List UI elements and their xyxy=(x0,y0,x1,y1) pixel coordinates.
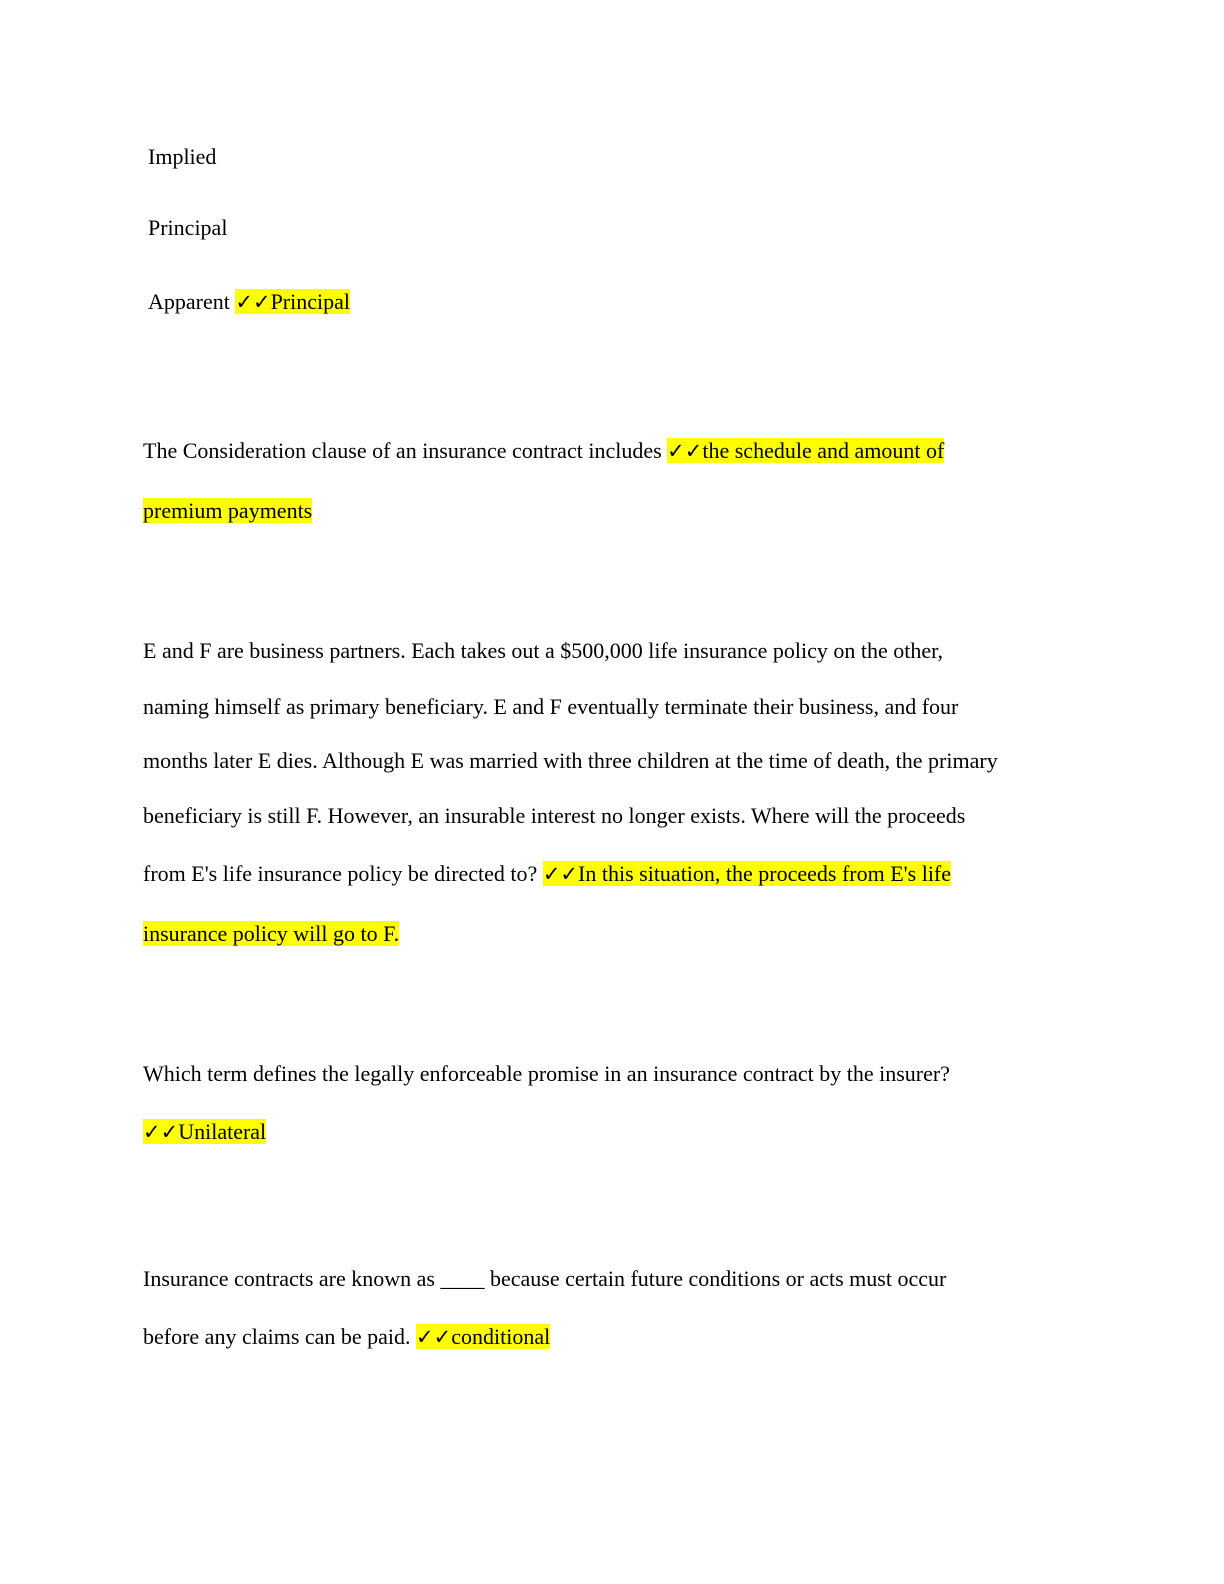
question-partners-line-2 xyxy=(143,692,958,722)
double-check-icon: ✓✓ xyxy=(416,1325,452,1349)
double-check-icon: ✓✓ xyxy=(235,290,271,314)
option-text: Principal xyxy=(148,215,228,240)
double-check-icon: ✓✓ xyxy=(542,862,579,886)
option-apparent xyxy=(148,287,350,317)
question-partners-line-5 xyxy=(143,859,951,889)
answer-highlight xyxy=(543,861,951,886)
question-consideration-line-2 xyxy=(143,496,312,526)
question-text: from E's life insurance policy be directed to? xyxy=(143,861,543,886)
answer-highlight xyxy=(667,438,944,463)
option-principal xyxy=(148,213,227,243)
question-text: before any claims can be paid. xyxy=(143,1324,417,1349)
question-promise-line-2 xyxy=(143,1117,266,1147)
answer-highlight xyxy=(235,289,350,314)
question-text: Insurance contracts are known as ____ because certain future conditions or acts must occur xyxy=(143,1266,947,1291)
question-text: naming himself as primary beneficiary. E and F eventually terminate their business, and four xyxy=(143,694,959,719)
question-consideration-line-1 xyxy=(143,436,944,466)
question-text: Which term defines the legally enforceable promise in an insurance contract by the insurer? xyxy=(143,1061,950,1086)
answer-text: In this situation, the proceeds from E's life xyxy=(578,861,952,886)
question-text: months later E dies. Although E was married with three children at the time of death, the primary xyxy=(143,748,998,773)
question-partners-line-3 xyxy=(143,746,998,776)
answer-text: conditional xyxy=(451,1324,551,1349)
question-text: beneficiary is still F. However, an insurable interest no longer exists. Where will the proceeds xyxy=(143,803,966,828)
answer-text: the schedule and amount of xyxy=(702,438,945,463)
question-promise-line-1 xyxy=(143,1059,950,1089)
question-conditional-line-1 xyxy=(143,1264,946,1294)
answer-highlight: insurance policy will go to F. xyxy=(143,921,400,946)
double-check-icon: ✓✓ xyxy=(143,1120,179,1144)
answer-text: Principal xyxy=(270,289,350,314)
option-text: Implied xyxy=(148,144,217,169)
question-text: The Consideration clause of an insurance contract includes xyxy=(143,438,668,463)
question-conditional-line-2 xyxy=(143,1322,550,1352)
answer-highlight: premium payments xyxy=(143,498,313,523)
question-text: E and F are business partners. Each takes out a $500,000 life insurance policy on the other, xyxy=(143,638,944,663)
answer-text: Unilateral xyxy=(178,1119,267,1144)
answer-highlight xyxy=(143,1119,266,1144)
question-partners-line-4 xyxy=(143,801,965,831)
question-partners-line-1 xyxy=(143,636,943,666)
question-partners-line-6 xyxy=(143,919,399,949)
answer-highlight xyxy=(416,1324,550,1349)
option-text: Apparent xyxy=(148,289,230,314)
option-implied xyxy=(148,142,216,172)
double-check-icon: ✓✓ xyxy=(667,439,703,463)
